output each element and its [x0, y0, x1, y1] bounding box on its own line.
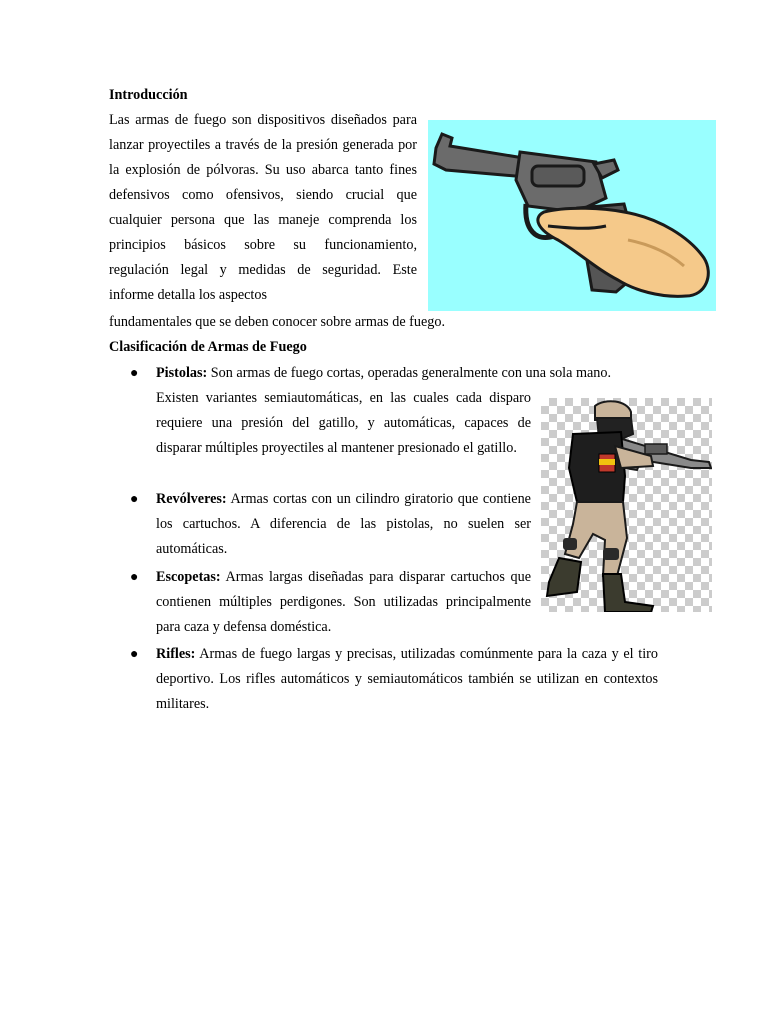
intro-paragraph: Las armas de fuego son dispositivos diseñados para lanzar proyectiles a través de la presión generada por la explosión de pólvoras. Su uso abarca tanto fines defensivos como ofensivos, siendo crucial que cualquier persona que las maneje comprenda los principios básicos sobre su funcionamiento, regulación legal y medidas de seguridad. Este informe detalla los aspectos: [109, 112, 417, 303]
soldier-aiming-rifle-icon: [541, 398, 712, 612]
list-item-text: Armas cortas con un cilindro giratorio que contiene los cartuchos. A diferencia de las pistolas, no suelen ser automáticas.: [156, 491, 531, 557]
list-item-term: Pistolas:: [156, 365, 208, 381]
list-item-revolveres: [156, 487, 531, 562]
list-item-escopetas: [156, 565, 531, 640]
intro-heading: Introducción: [109, 87, 188, 103]
bullet-icon: ●: [130, 570, 139, 585]
list-item-text: Armas largas diseñadas para disparar cartuchos que contienen múltiples perdigones. Son utilizadas principalmente para caza y defensa doméstica.: [156, 569, 531, 635]
list-item-term: Rifles:: [156, 646, 196, 662]
list-item-rifles: [156, 642, 658, 717]
soldier-illustration: [541, 398, 712, 612]
list-item-pistolas-first-line: [156, 361, 611, 386]
bullet-icon: ●: [130, 492, 139, 507]
bullet-icon: ●: [130, 366, 139, 381]
intro-paragraph-last-line: fundamentales que se deben conocer sobre armas de fuego.: [109, 314, 446, 330]
list-item-term: Escopetas:: [156, 569, 221, 585]
revolver-illustration: [428, 120, 716, 311]
list-item-term: Revólveres:: [156, 491, 227, 507]
classification-heading: Clasificación de Armas de Fuego: [109, 339, 307, 355]
bullet-icon: ●: [130, 647, 139, 662]
list-item-text: Armas de fuego largas y precisas, utilizadas comúnmente para la caza y el tiro deportivo. Los rifles automáticos y semiautomáticos también se utilizan en contextos militares.: [156, 646, 658, 712]
list-item-text: Son armas de fuego cortas, operadas generalmente con una sola mano.: [207, 365, 612, 381]
list-item-pistolas-rest: Existen variantes semiautomáticas, en las cuales cada disparo requiere una presión del gatillo, y automáticas, capaces de disparar múltiples proyectiles al mantener presionado el gatillo.: [156, 390, 531, 456]
revolver-hand-icon: [428, 120, 716, 311]
